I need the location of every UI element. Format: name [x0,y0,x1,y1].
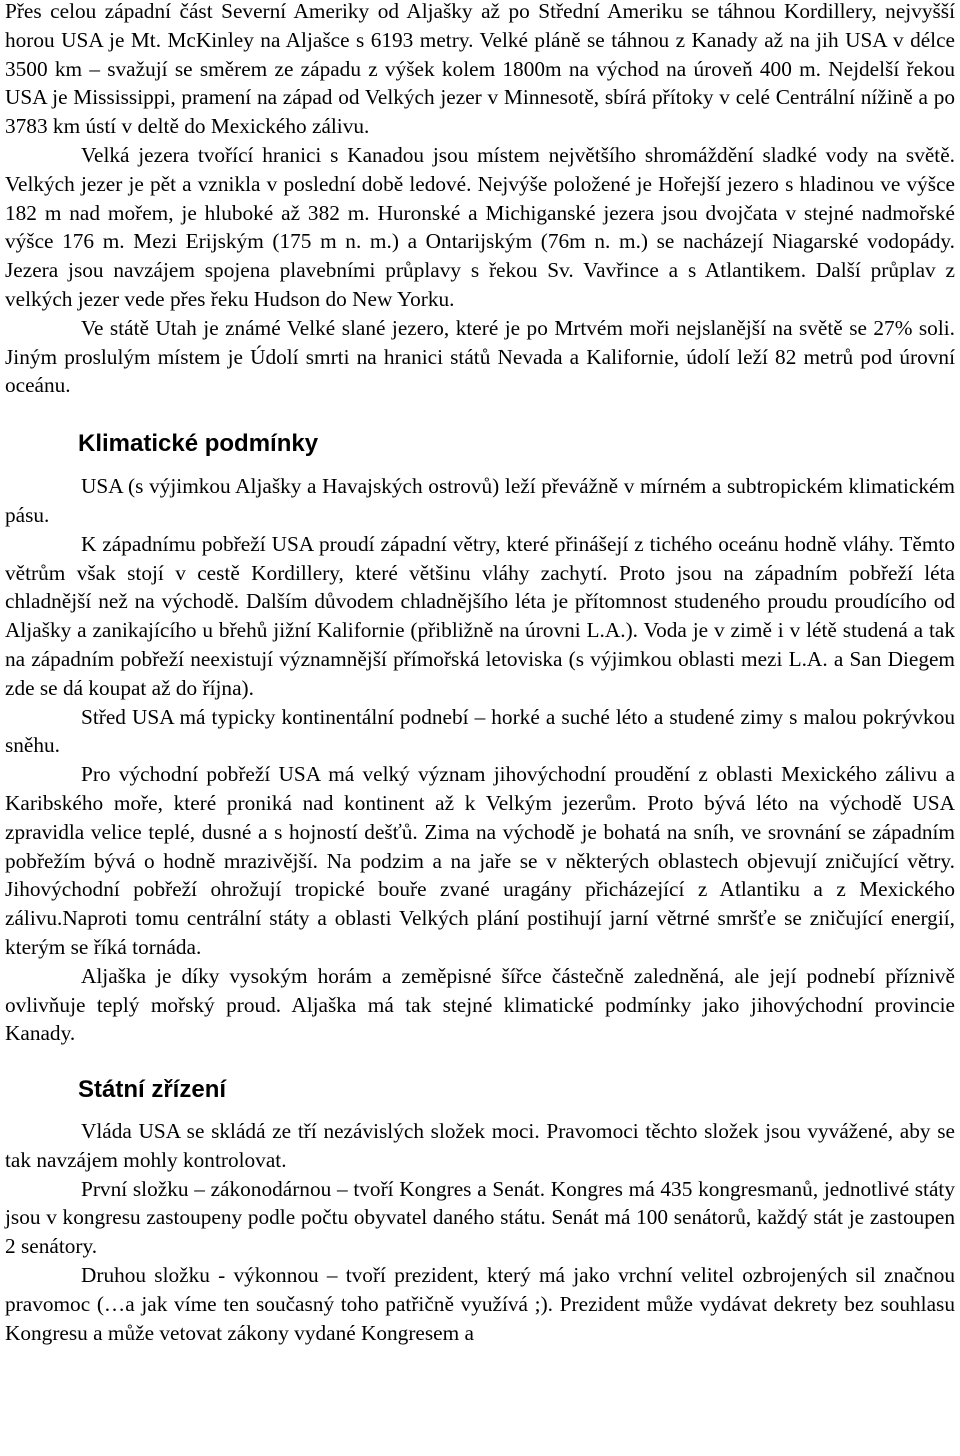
paragraph-kordillery: Přes celou západní část Severní Ameriky od Aljašky až po Střední Ameriku se táhnou Kordillery, nejvyšší horou USA je Mt. McKinley na Aljašce s 6193 metry. Velké pláně se táhnou z Kanady až na jih USA v délce 3500 km – svažují se směrem ze západu z výšek kolem 1800m na východ na úroveň 400 m. Nejdelší řekou USA je Mississippi, pramení na západ od Velkých jezer v Minnesotě, sbírá přítoky v celé Centrální nížině a po 3783 km ústí v deltě do Mexického zálivu. [5,0,955,139]
paragraph-executive: Druhou složku - výkonnou – tvoří prezident, který má jako vrchní velitel ozbrojených sil značnou pravomoc (…a jak víme ten současný toho patřičně využívá ;). Prezident může vydávat dekrety bez souhlasu Kongresu a může vetovat zákony vydané Kongresem a [5,1263,955,1345]
state-heading: Státní zřízení [78,1076,227,1104]
document-page [5,0,955,1347]
paragraph-west-coast: K západnímu pobřeží USA proudí západní větry, které přinášejí z tichého oceánu hodně vláhy. Těmto větrům však stojí v cestě Kordillery, které většinu vláhy zachytí. Proto jsou na západním pobřeží léta chladnější než na východě. Dalším důvodem chladnějšího léta je přítomnost studeného proudu proudícího od Aljašky a zanikajícího u břehů jižní Kalifornie (přibližně na úrovni L.A.). Voda je v zimě i v létě studená a tak na západním pobřeží neexistují významnější přímořská letoviska (s výjimkou oblasti mezi L.A. a San Diegem zde se dá koupat až do října). [5,531,955,700]
paragraph-east-coast: Pro východní pobřeží USA má velký význam jihovýchodní proudění z oblasti Mexického zálivu a Karibského moře, které proniká nad kontinent až k Velkým jezerům. Proto bývá léto na východě USA zpravidla velice teplé, dusné a s hojností dešťů. Zima na východě je bohatá na sníh, ve srovnání se západním pobřežím bývá o hodně mrazivější. Na podzim a na jaře se v některých oblastech objevují zničující větry. Jihovýchodní pobřeží ohrožují tropické bouře zvané uragány přicházející z Atlantiku a z Mexického zálivu.Naproti tomu centrální státy a oblasti Velkých plání postihují jarní větrné smršťe se zničující energií, kterým se říká tornáda. [5,762,955,959]
intro-section [5,0,955,400]
paragraph-great-lakes: Velká jezera tvořící hranici s Kanadou jsou místem největšího shromáždění sladké vody na světě. Velkých jezer je pět a vznikla v poslední době ledové. Nejvýše položené je Hořejší jezero s hladinou ve výšce 182 m nad mořem, je hluboké až 382 m. Huronské a Michiganské jezera jsou dvojčata v stejné nadmořské výšce 176 m. Mezi Erijským (175 m n. m.) a Ontarijským (76m n. m.) se nacházejí Niagarské vodopády. Jezera jsou navzájem spojena plavebními průplavy s řekou Sv. Vavřince a s Atlantikem. Další průplav z velkých jezer vede přes řeku Hudson do New Yorku. [5,142,955,311]
state-section [5,1075,955,1347]
paragraph-central-usa: Střed USA má typicky kontinentální podnebí – horké a suché léto a studené zimy s malou pokrývkou sněhu. [5,704,955,758]
climate-heading: Klimatické podmínky [78,430,319,458]
paragraph-legislative: První složku – zákonodárnou – tvoří Kongres a Senát. Kongres má 435 kongresmanů, jednotlivé státy jsou v kongresu zastoupeny podle počtu obyvatel daného státu. Senát má 100 senátorů, každý stát je zastoupen 2 senátory. [5,1176,955,1259]
paragraph-government: Vláda USA se skládá ze tří nezávislých složek moci. Pravomoci těchto složek jsou vyvážené, aby se tak navzájem mohly kontrolovat. [5,1119,955,1172]
paragraph-climate-zones: USA (s výjimkou Aljašky a Havajských ostrovů) leží převážně v mírném a subtropickém klimatickém pásu. [5,474,955,527]
climate-section [5,429,955,1048]
paragraph-alaska: Aljaška je díky vysokým horám a zeměpisné šířce částečně zaledněná, ale její podnebí příznivě ovlivňuje teplý mořský proud. Aljaška má tak stejné klimatické podmínky jako jihovýchodní provincie Kanady. [5,963,955,1046]
paragraph-salt-lake: Ve státě Utah je známé Velké slané jezero, které je po Mrtvém moři nejslanější na světě se 27% soli. Jiným proslulým místem je Údolí smrti na hranici států Nevada a Kalifornie, údolí leží 82 metrů pod úrovní oceánu. [5,315,955,398]
